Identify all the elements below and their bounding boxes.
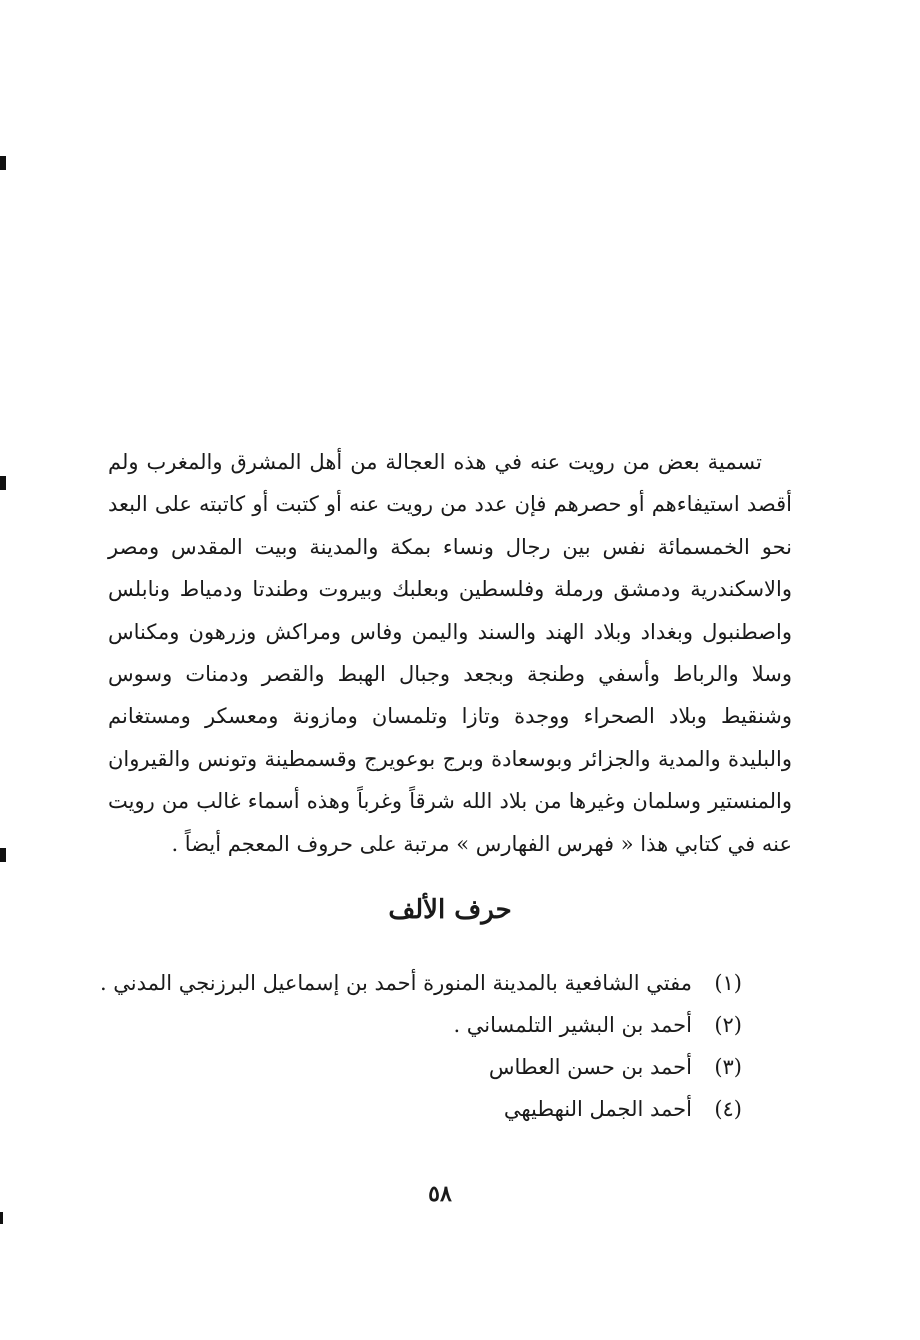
entry-list bbox=[60, 962, 742, 1130]
section-heading: حرف الألف bbox=[388, 895, 512, 925]
list-item bbox=[60, 1004, 742, 1046]
page-number: ٥٨ bbox=[428, 1181, 452, 1207]
scan-edge-mark bbox=[0, 476, 6, 490]
entry-text: أحمد بن حسن العطاس bbox=[488, 1055, 692, 1079]
list-item bbox=[60, 1046, 742, 1088]
entry-number: (٣) bbox=[714, 1055, 742, 1079]
list-item bbox=[60, 962, 742, 1004]
body-paragraph bbox=[108, 441, 792, 865]
entry-number: (٢) bbox=[714, 1013, 742, 1037]
entry-number: (٤) bbox=[714, 1097, 742, 1121]
entry-text: مفتي الشافعية بالمدينة المنورة أحمد بن إسماعيل البرزنجي المدني . bbox=[99, 971, 692, 995]
entry-number: (١) bbox=[714, 971, 742, 995]
scan-edge-mark bbox=[0, 848, 6, 862]
entry-text: أحمد الجمل النهطيهي bbox=[503, 1097, 692, 1121]
body-paragraph-text: تسمية بعض من رويت عنه في هذه العجالة من أهل المشرق والمغرب ولم أقصد استيفاءهم أو حصرهم فإن عدد من رويت عنه أو كتبت أو كاتبته على البعد نحو الخمسمائة نفس بين رجال ونساء بمكة والمدينة وبيت المقدس ومصر والاسكندرية ودمشق ورملة وفلسطين وبعلبك وبيروت وطندتا ودمياط ونابلس واصطنبول وبغداد وبلاد الهند والسند واليمن وفاس ومراكش وزرهون ومكناس وسلا والرباط وأسفي وطنجة وبجعد وجبال الهبط والقصر ودمنات وسوس وشنقيط وبلاد الصحراء ووجدة وتازا وتلمسان ومازونة ومعسكر ومستغانم والبليدة والمدية والجزائر وبوسعادة وبرج بوعويرج وقسمطينة وتونس والقيروان والمنستير وسلمان وغيرها من بلاد الله شرقاً وغرباً وهذه أسماء غالب من رويت عنه في كتابي هذا « فهرس الفهارس » مرتبة على حروف المعجم أيضاً . bbox=[108, 450, 792, 856]
entry-text: أحمد بن البشير التلمساني . bbox=[453, 1013, 692, 1037]
list-item bbox=[60, 1088, 742, 1130]
scan-edge-mark bbox=[0, 156, 6, 170]
